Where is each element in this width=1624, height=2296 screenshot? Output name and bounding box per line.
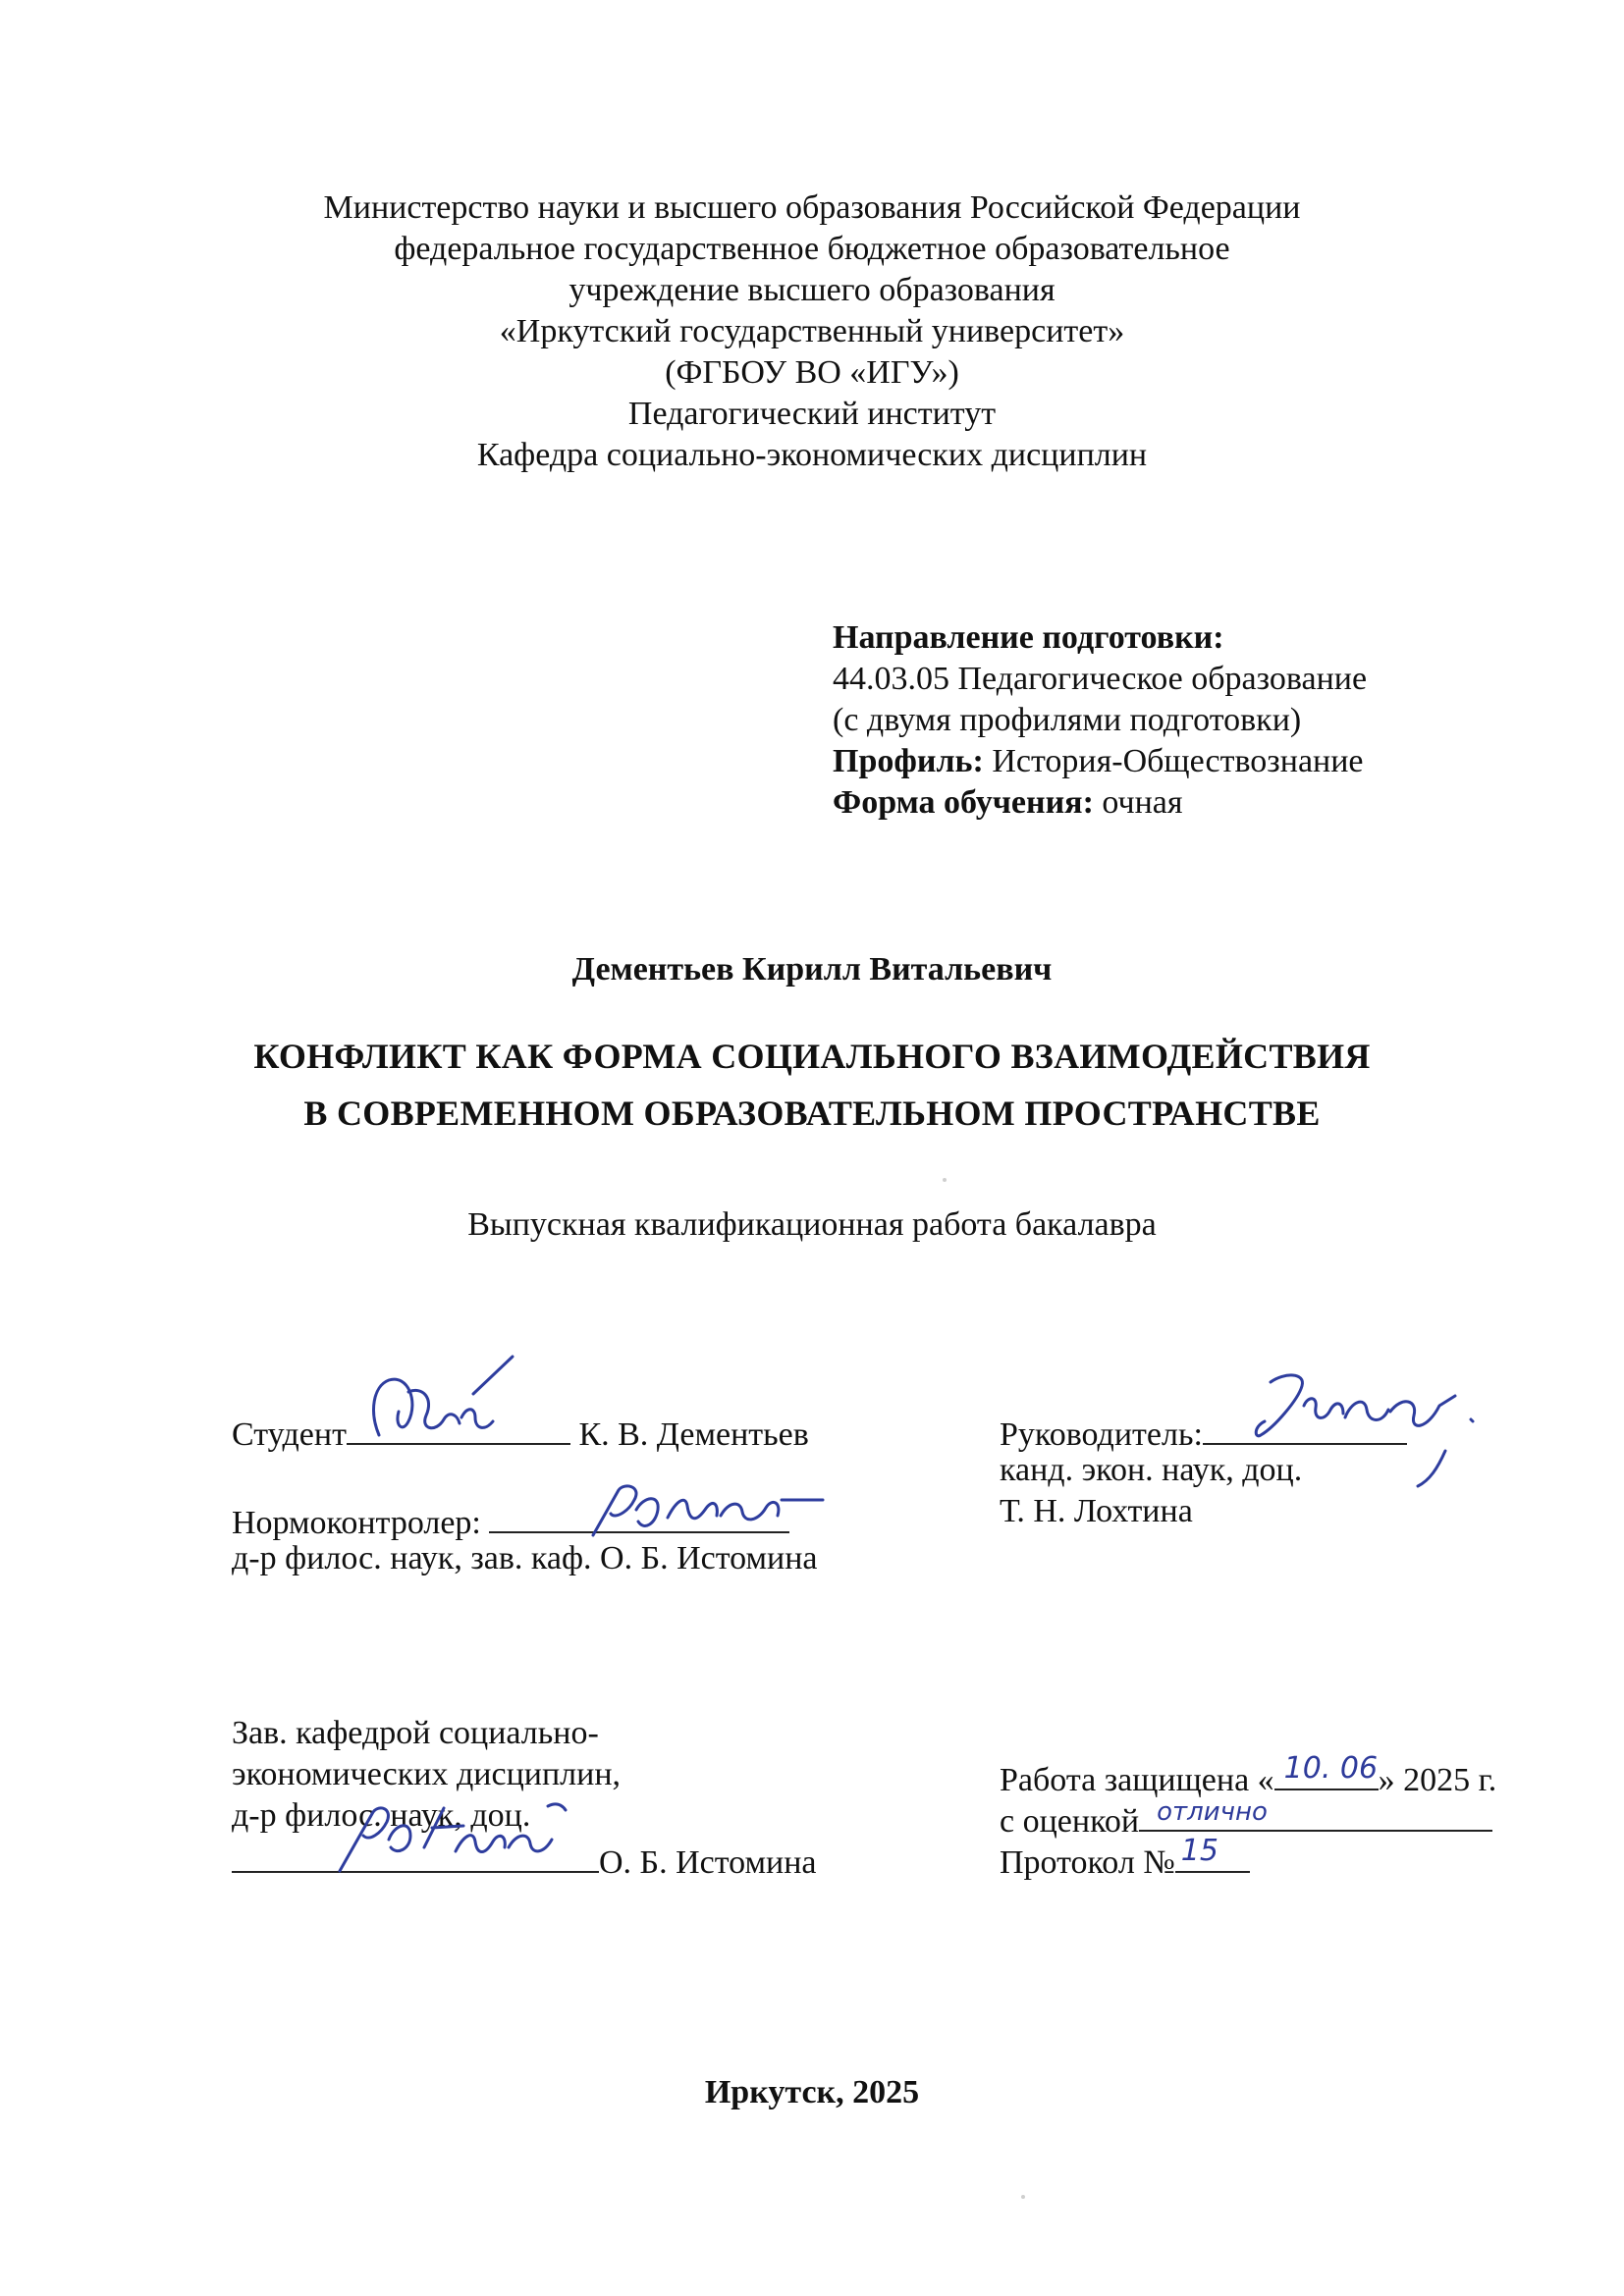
study-form-value: очная	[1093, 784, 1183, 821]
head-signature	[334, 1800, 589, 1879]
profile-label: Профиль:	[833, 743, 984, 779]
university-abbr: (ФГБОУ ВО «ИГУ»)	[665, 354, 959, 391]
profile-value: История-Обществознание	[983, 743, 1364, 779]
author-name: Дементьев Кирилл Витальевич	[571, 951, 1053, 988]
direction-note: (с двумя профилями подготовки)	[833, 702, 1302, 738]
protocol-label: Протокол №	[1000, 1844, 1175, 1881]
normcontrol-signature	[585, 1480, 840, 1543]
head-line-1: Зав. кафедрой социально-	[232, 1715, 599, 1751]
study-form-line	[833, 783, 1183, 823]
supervisor-label: Руководитель:	[1000, 1416, 1203, 1453]
grade-label: с оценкой	[1000, 1803, 1140, 1840]
university-name: «Иркутский государственный университет»	[499, 313, 1125, 349]
thesis-title-line-2: В СОВРЕМЕННОМ ОБРАЗОВАТЕЛЬНОМ ПРОСТРАНСТВЕ	[303, 1094, 1321, 1133]
supervisor-name: Т. Н. Лохтина	[1000, 1493, 1193, 1529]
head-line-2: экономических дисциплин,	[232, 1756, 622, 1792]
grade-handwritten: отлично	[1157, 1797, 1268, 1827]
thesis-title-line-1: КОНФЛИКТ КАК ФОРМА СОЦИАЛЬНОГО ВЗАИМОДЕЙСТВИЯ	[253, 1037, 1371, 1076]
student-name: К. В. Дементьев	[578, 1416, 809, 1453]
defense-prefix: Работа защищена «	[1000, 1762, 1274, 1798]
normcontrol-info: д-р филос. наук, зав. каф. О. Б. Истомина	[232, 1540, 818, 1576]
defense-suffix: » 2025 г.	[1378, 1762, 1497, 1798]
defense-date-field	[1274, 1751, 1379, 1790]
student-signature	[365, 1353, 532, 1451]
ministry-line: Министерство науки и высшего образования Российской Федерации	[323, 189, 1301, 226]
institution-type-line-2: учреждение высшего образования	[568, 272, 1056, 308]
protocol-line	[1000, 1834, 1250, 1883]
protocol-handwritten: 15	[1180, 1834, 1218, 1868]
head-line-3: д-р филос. наук, доц.	[232, 1797, 531, 1834]
institution-type-line: федеральное государственное бюджетное образовательное	[394, 231, 1230, 267]
grade-field	[1139, 1796, 1492, 1832]
department-name: Кафедра социально-экономических дисциплин	[476, 437, 1148, 473]
study-form-label: Форма обучения:	[833, 784, 1094, 821]
student-label: Студент	[232, 1416, 347, 1453]
institute-name: Педагогический институт	[627, 396, 997, 432]
scan-speck	[943, 1178, 947, 1182]
protocol-field	[1175, 1834, 1250, 1873]
profile-line	[833, 742, 1364, 781]
head-name: О. Б. Истомина	[599, 1844, 817, 1881]
grade-line	[1000, 1796, 1492, 1842]
work-type: Выпускная квалификационная работа бакалавра	[467, 1206, 1157, 1243]
direction-label: Направление подготовки:	[833, 619, 1224, 656]
city-year: Иркутск, 2025	[704, 2074, 920, 2110]
defense-date-handwritten: 10. 06	[1283, 1751, 1379, 1786]
defense-date-line	[1000, 1751, 1497, 1800]
direction-code: 44.03.05 Педагогическое образование	[833, 661, 1368, 697]
normcontrol-label: Нормоконтролер:	[232, 1505, 481, 1541]
scan-speck	[1021, 2195, 1025, 2199]
supervisor-degree: канд. экон. наук, доц.	[1000, 1452, 1303, 1488]
